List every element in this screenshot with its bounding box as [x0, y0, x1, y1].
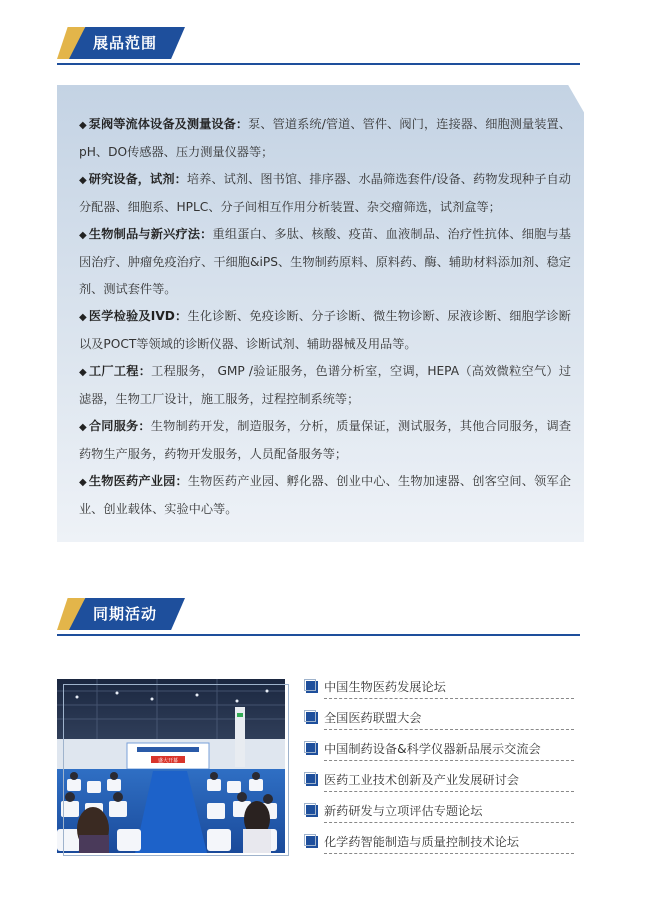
- exhibit-item-text: 泵、管道系统/管道、管件、阀门，连接器、细胞测量装置、pH、DO传感器、压力测量仪器等；: [79, 117, 571, 159]
- exhibit-item: [79, 358, 571, 413]
- activity-item: [306, 674, 574, 705]
- activity-item: [306, 736, 574, 767]
- dashed-divider: [324, 729, 574, 730]
- conference-photo: [57, 679, 285, 853]
- activity-item-label: 中国制药设备&科学仪器新品展示交流会: [324, 742, 541, 756]
- exhibit-item-label: 医学检验及IVD：: [88, 309, 188, 323]
- exhibit-item-label: 工厂工程：: [88, 364, 152, 378]
- diamond-bullet-icon: ◆: [79, 175, 87, 186]
- exhibit-item-label: 生物制品与新兴疗法：: [88, 227, 213, 241]
- exhibit-section-title: 展品范围: [93, 34, 158, 52]
- diamond-bullet-icon: ◆: [79, 422, 87, 433]
- square-bullet-icon: [306, 836, 318, 848]
- diamond-bullet-icon: ◆: [79, 120, 87, 131]
- diamond-bullet-icon: ◆: [79, 367, 87, 378]
- square-bullet-icon: [306, 712, 318, 724]
- activity-item-label: 化学药智能制造与质量控制技术论坛: [324, 835, 519, 849]
- square-bullet-icon: [306, 681, 318, 693]
- dashed-divider: [324, 698, 574, 699]
- exhibit-item-label: 泵阀等流体设备及测量设备：: [88, 117, 249, 131]
- activity-item: [306, 829, 574, 860]
- activity-item-label: 中国生物医药发展论坛: [324, 680, 446, 694]
- header-underline: [57, 63, 580, 65]
- square-bullet-icon: [306, 774, 318, 786]
- activity-item-label: 全国医药联盟大会: [324, 711, 422, 725]
- activity-item: [306, 705, 574, 736]
- exhibit-item: [79, 303, 571, 358]
- exhibit-item-label: 合同服务：: [88, 419, 151, 433]
- conference-photo-illustration: [57, 679, 285, 853]
- header-underline: [57, 634, 580, 636]
- activities-list: [306, 674, 574, 860]
- activity-item-label: 新药研发与立项评估专题论坛: [324, 804, 483, 818]
- exhibit-item: [79, 111, 571, 166]
- dashed-divider: [324, 760, 574, 761]
- activity-item: [306, 798, 574, 829]
- exhibit-item-text: 生化诊断、免疫诊断、分子诊断、微生物诊断、尿液诊断、细胞学诊断以及POCT等领域的诊断仪器、诊断试剂、辅助器械及用品等。: [79, 309, 571, 351]
- dashed-divider: [324, 853, 574, 854]
- photo-banner-text: 盛大开幕: [157, 758, 179, 764]
- exhibit-item: [79, 166, 571, 221]
- exhibit-list: [79, 111, 571, 523]
- exhibit-item-text: 生物医药产业园、孵化器、创业中心、生物加速器、创客空间、领军企业、创业载体、实验中心等。: [79, 474, 571, 516]
- exhibit-item-text: 重组蛋白、多肽、核酸、疫苗、血液制品、治疗性抗体、细胞与基因治疗、肿瘤免疫治疗、干细胞&iPS、生物制药原料、原料药、酶、辅助材料添加剂、稳定剂、测试套件等。: [79, 227, 571, 296]
- diamond-bullet-icon: ◆: [79, 477, 87, 488]
- activity-item-label: 医药工业技术创新及产业发展研讨会: [324, 773, 519, 787]
- exhibit-item: [79, 221, 571, 303]
- exhibit-item: [79, 413, 571, 468]
- exhibit-item: [79, 468, 571, 523]
- diamond-bullet-icon: ◆: [79, 312, 87, 323]
- exhibit-item-label: 生物医药产业园：: [88, 474, 188, 488]
- activities-section-header: [57, 598, 580, 638]
- square-bullet-icon: [306, 805, 318, 817]
- exhibit-section-header: [57, 27, 580, 67]
- exhibit-item-text: 生物制药开发，制造服务，分析，质量保证，测试服务，其他合同服务，调查药物生产服务，药物开发服务，人员配备服务等；: [79, 419, 572, 461]
- activities-section-title: 同期活动: [93, 605, 158, 623]
- dashed-divider: [324, 822, 574, 823]
- exhibit-item-label: 研究设备，试剂：: [88, 172, 187, 186]
- exhibit-item-text: 培养、试剂、图书馆、排序器、水晶筛选套件/设备、药物发现种子自动分配器、细胞系、HPLC、分子间相互作用分析装置、杂交瘤筛选，试剂盒等；: [79, 172, 571, 214]
- activity-item: [306, 767, 574, 798]
- diamond-bullet-icon: ◆: [79, 230, 87, 241]
- square-bullet-icon: [306, 743, 318, 755]
- exhibit-item-text: 工程服务， GMP /验证服务，色谱分析室，空调，HEPA（高效微粒空气）过滤器，生物工厂设计，施工服务，过程控制系统等；: [79, 364, 572, 406]
- dashed-divider: [324, 791, 574, 792]
